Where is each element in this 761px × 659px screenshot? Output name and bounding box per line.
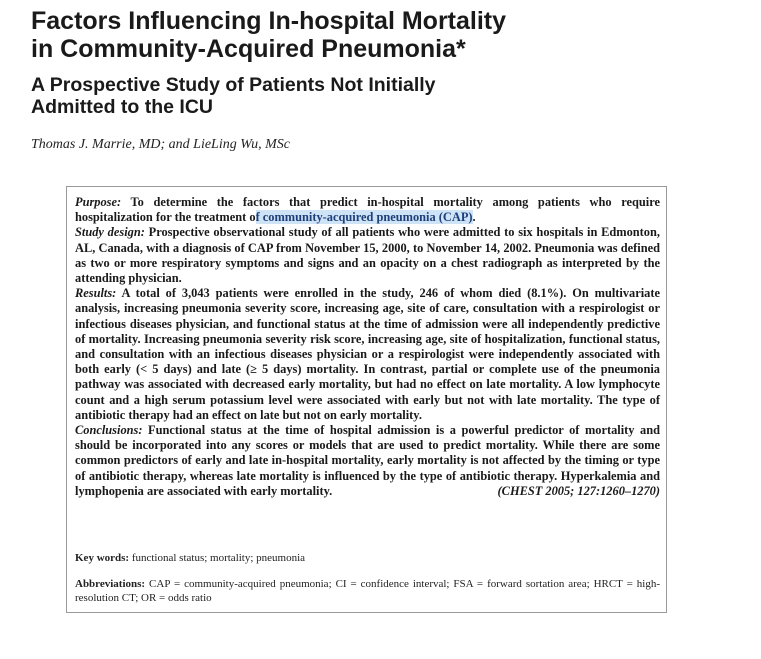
article-subtitle-line-1: A Prospective Study of Patients Not Initially xyxy=(31,74,436,96)
purpose-label: Purpose: xyxy=(75,195,122,209)
results-label: Results: xyxy=(75,286,117,301)
purpose-text-end: . xyxy=(472,210,476,225)
journal-citation: (CHEST 2005; 127:1260–1270) xyxy=(497,483,660,498)
article-title xyxy=(31,7,731,63)
abbreviations-label: Abbreviations: xyxy=(75,578,146,590)
article-subtitle xyxy=(31,74,731,118)
study-design-label: Study design: xyxy=(75,225,145,240)
abstract-box xyxy=(66,186,667,613)
author-list: Thomas J. Marrie, MD; and LieLing Wu, MSc xyxy=(31,137,290,152)
article-title-line-1: Factors Influencing In-hospital Mortality xyxy=(31,7,507,35)
keywords-label: Key words: xyxy=(75,552,130,564)
article-title-line-2: in Community-Acquired Pneumonia* xyxy=(31,35,466,63)
keywords-text: functional status; mortality; pneumonia xyxy=(131,552,306,564)
purpose-text: To determine the factors that predict in-hospital mortality among patients who require hospitalization for the treatment o xyxy=(75,195,660,225)
conclusions-text: Functional status at the time of hospital admission is a powerful predictor of mortality and should be incorporated into any scores or models that are used to predict mortality. While there are some common predictors of early and late in-hospital mortality, early mortality is not affected by the timing or type of antibiotic therapy, whereas late mortality is influenced by the type of antibiotic therapy. Hyperkalemia and lymphopenia are associated with early mortality. xyxy=(75,423,660,498)
purpose-highlighted-text[interactable]: f community-acquired pneumonia (CAP) xyxy=(255,210,473,225)
article-subtitle-line-2: Admitted to the ICU xyxy=(31,96,213,118)
keywords xyxy=(75,551,660,565)
conclusions-label: Conclusions: xyxy=(75,423,143,438)
abbreviations xyxy=(75,577,660,605)
results-text: A total of 3,043 patients were enrolled in the study, 246 of whom died (8.1%). On multivariate analysis, increasing pneumonia severity score, increasing age, site of care, consultation with a respirologist or infectious diseases physician, and functional status at the time of admission were all independently predictive of mortality. Increasing pneumonia severity risk score, increasing age, site of hospitalization, functional status, and consultation with an infectious diseases physician or a respirologist were independently associated with both early (< 5 days) and late (≥ 5 days) mortality. In contrast, partial or complete use of the pneumonia pathway was associated with decreased early mortality, but had no effect on late mortality. A low lymphocyte count and a high serum potassium level were associated with early but not with late mortality. The type of antibiotic therapy had an effect on late but not on early mortality. xyxy=(75,286,661,422)
abbreviations-text: CAP = community-acquired pneumonia; CI = confidence interval; FSA = forward sortation area; HRCT = high-resolution CT; OR = odds ratio xyxy=(75,578,661,604)
abstract-text xyxy=(75,195,660,499)
study-design-text: Prospective observational study of all patients who were admitted to six hospitals in Edmonton, AL, Canada, with a diagnosis of CAP from November 15, 2000, to November 14, 2002. Pneumonia was defined as two or more respiratory symptoms and signs and an opacity on a chest radiograph as interpreted by the attending physician. xyxy=(75,225,660,286)
